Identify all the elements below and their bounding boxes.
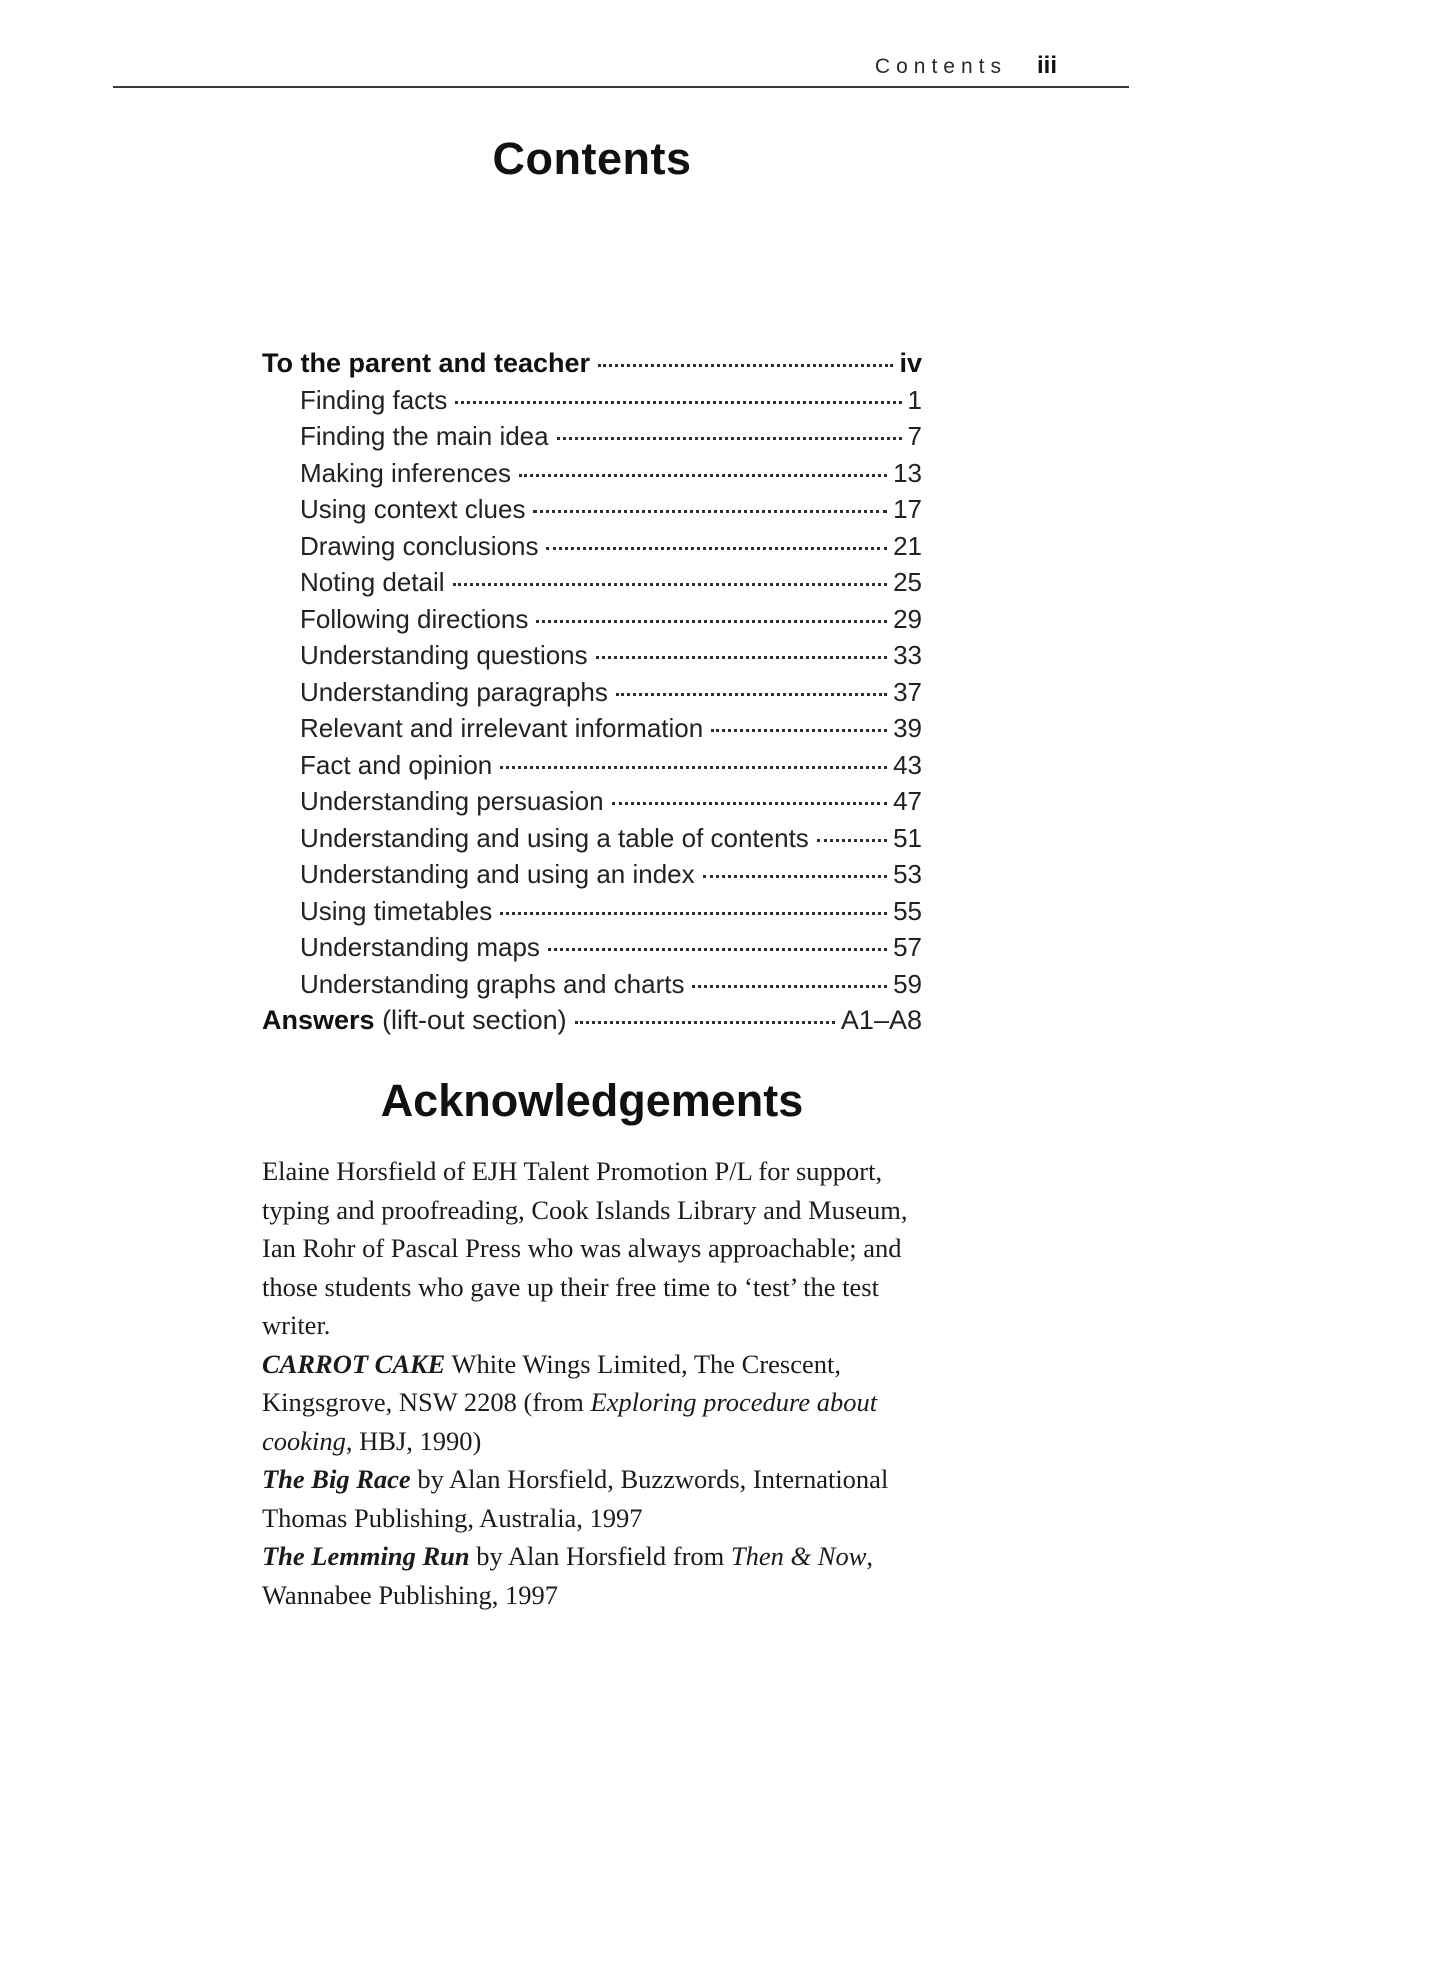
toc-page-number: 57 [893, 932, 922, 962]
toc-entry-label: To the parent and teacher [262, 348, 591, 378]
toc-dot-leader [598, 364, 893, 367]
header-rule [113, 86, 1129, 88]
toc-page-number: 17 [893, 494, 922, 524]
toc-page-number: 37 [893, 676, 922, 707]
toc-dot-leader [500, 912, 887, 915]
toc-dot-leader [500, 766, 887, 769]
toc-entry-label: Finding the main idea [300, 421, 549, 451]
toc-dot-leader [519, 474, 887, 477]
toc-entry [262, 494, 922, 531]
toc-entry [262, 786, 922, 823]
running-header-section-label: Contents [874, 55, 1007, 78]
toc-entry [262, 421, 922, 458]
toc-dot-leader [703, 875, 887, 878]
toc-entry [262, 531, 922, 568]
toc-entry [262, 750, 922, 787]
toc-entry-label: Finding facts [300, 384, 448, 415]
toc-entry-label: Using context clues [300, 494, 526, 524]
toc-entry-label: Understanding paragraphs [300, 676, 608, 707]
toc-dot-leader [548, 948, 887, 951]
toc-page-number: 13 [893, 457, 922, 488]
toc-page-number: 21 [893, 530, 922, 561]
toc-page-number: 33 [893, 640, 922, 670]
toc-entry-label: Understanding graphs and charts [300, 968, 685, 999]
toc-dot-leader [575, 1021, 835, 1024]
toc-entry [262, 348, 922, 385]
toc-entry [262, 713, 922, 750]
toc-entry-label: Answers (lift-out section) [262, 1005, 567, 1035]
toc-dot-leader [453, 583, 888, 586]
acknowledgement-text-segment: CARROT CAKE [262, 1348, 446, 1379]
toc-entry [262, 823, 922, 860]
toc-entry [262, 640, 922, 677]
toc-entry-label: Understanding and using a table of contents [300, 822, 809, 853]
toc-dot-leader [546, 547, 887, 550]
toc-entry [262, 677, 922, 714]
table-of-contents [262, 348, 922, 1042]
acknowledgement-text-segment: The Big Race [262, 1464, 411, 1494]
acknowledgement-text-segment: Elaine Horsfield of EJH Talent Promotion P/L for support, typing and proofreading, Cook Islands Library and Museum, Ian Rohr of Pascal Press who was always approachable; and those students who gave up their free time to ‘test’ the test writer. [262, 1156, 908, 1340]
toc-dot-leader [711, 729, 887, 732]
toc-dot-leader [455, 401, 901, 404]
toc-entry [262, 604, 922, 641]
toc-dot-leader [616, 693, 887, 696]
toc-entry-label: Understanding persuasion [300, 786, 604, 816]
running-header [113, 52, 1129, 80]
toc-dot-leader [612, 802, 888, 805]
toc-page-number: 59 [893, 968, 922, 999]
toc-entry-label: Making inferences [300, 457, 511, 488]
acknowledgements-body [262, 1152, 934, 1614]
toc-entry-label: Understanding questions [300, 640, 588, 670]
toc-dot-leader [533, 510, 887, 513]
toc-entry [262, 932, 922, 969]
acknowledgement-text-segment: by Alan Horsfield, Buzzwords, International Thomas Publishing, Australia, 1997 [262, 1464, 889, 1533]
toc-page-number: 39 [893, 713, 922, 743]
toc-page-number: 1 [907, 384, 922, 415]
toc-page-number: 7 [907, 421, 922, 451]
toc-page-number: 25 [893, 567, 922, 597]
toc-page-number: A1–A8 [840, 1005, 922, 1035]
toc-dot-leader [557, 437, 902, 440]
toc-page-number: 43 [893, 749, 922, 780]
toc-entry [262, 969, 922, 1006]
toc-entry [262, 458, 922, 495]
toc-page-number: 47 [893, 786, 922, 816]
toc-entry [262, 567, 922, 604]
acknowledgement-text-segment: The Lemming Run [262, 1541, 470, 1571]
toc-dot-leader [536, 620, 887, 623]
acknowledgement-text-segment: by Alan Horsfield from [469, 1541, 731, 1571]
toc-entry-label: Understanding and using an index [300, 859, 695, 889]
page-title: Contents [492, 133, 692, 184]
toc-page-number: 29 [893, 603, 922, 634]
acknowledgement-text-segment: , HBJ, 1990) [345, 1425, 482, 1456]
acknowledgement-text-segment: , Wannabee Publishing, 1997 [262, 1541, 873, 1610]
toc-entry [262, 1005, 922, 1042]
acknowledgement-text-segment: White Wings Limited, The Crescent, Kingsgrove, NSW 2208 (from [262, 1348, 841, 1417]
acknowledgements-title: Acknowledgements [380, 1075, 804, 1126]
toc-entry-label: Following directions [300, 603, 529, 634]
toc-entry [262, 859, 922, 896]
toc-page-number: 55 [893, 895, 922, 926]
toc-entry-label: Drawing conclusions [300, 530, 539, 561]
toc-entry [262, 896, 922, 933]
toc-entry-label: Using timetables [300, 895, 493, 926]
toc-dot-leader [596, 656, 887, 659]
toc-entry-label: Noting detail [300, 567, 445, 597]
toc-page-number: 51 [893, 822, 922, 853]
acknowledgement-text-segment: Exploring procedure about cooking [262, 1387, 878, 1456]
toc-dot-leader [817, 839, 887, 842]
toc-entry-label: Fact and opinion [300, 749, 493, 780]
acknowledgement-text-segment: Then & Now [730, 1541, 867, 1571]
toc-page-number: iv [899, 348, 922, 378]
toc-page-number: 53 [893, 859, 922, 889]
running-header-page-number: iii [1036, 52, 1057, 79]
toc-entry-label: Understanding maps [300, 932, 540, 962]
toc-entry-label: Relevant and irrelevant information [300, 713, 704, 743]
toc-dot-leader [692, 985, 887, 988]
toc-entry [262, 385, 922, 422]
